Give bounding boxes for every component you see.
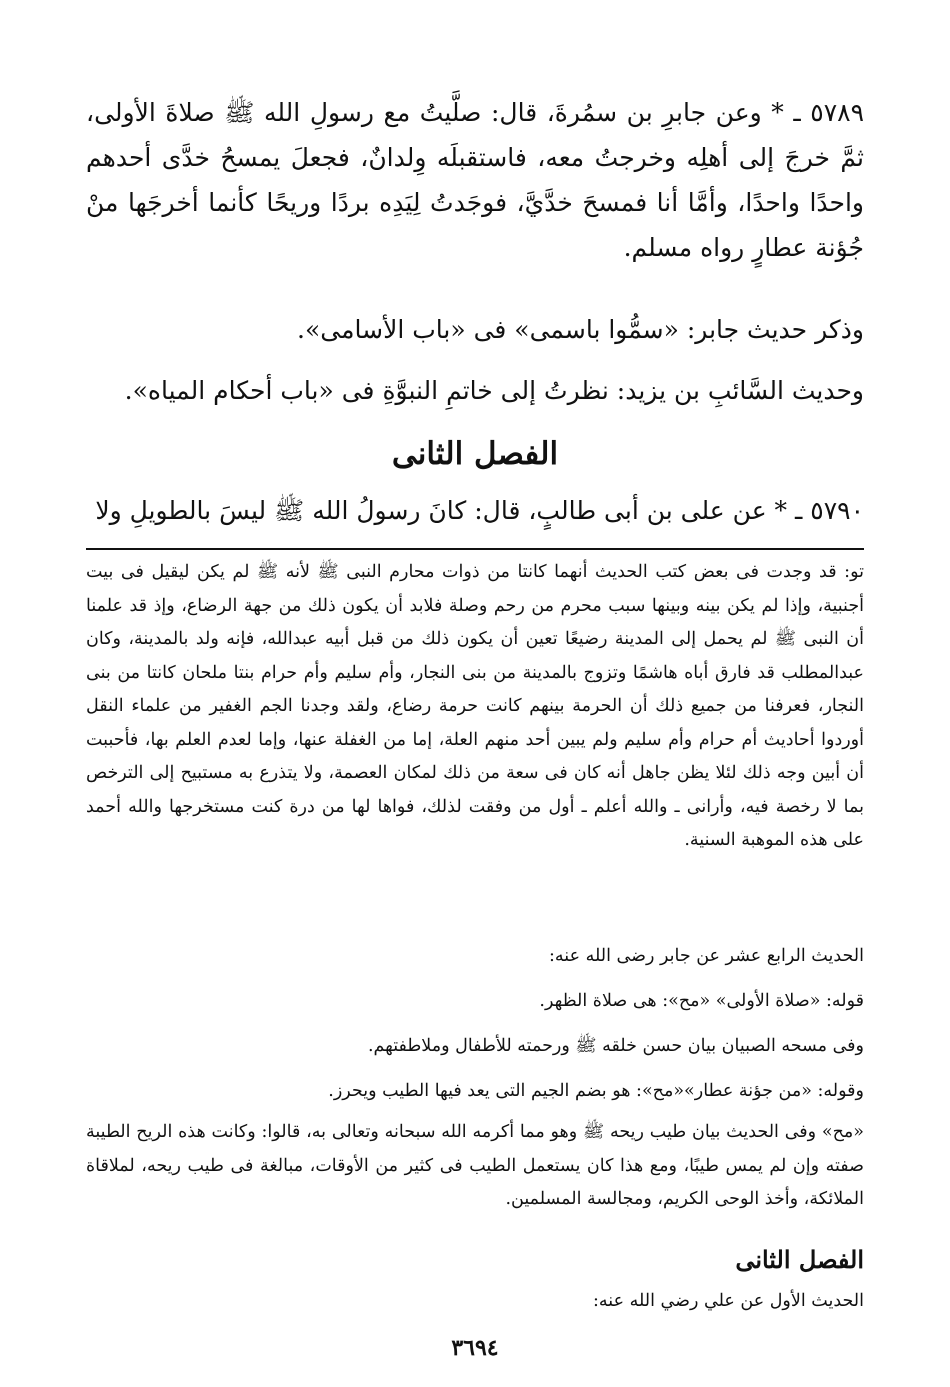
hadith-5790: ٥٧٩٠ ـ * عن على بن أبى طالبٍ، قال: كانَ رسولُ الله ﷺ ليسَ بالطويلِ ولا [95,496,864,525]
footnote-children: وفى مسحه الصبيان بيان حسن خلقه ﷺ ورحمته للأطفال وملاطفتهم. [367,1036,864,1056]
footnote-section-heading: الفصل الثانى [735,1245,864,1274]
footnote-salat-ula: قوله: «صلاة الأولى» «مح»: هى صلاة الظهر. [539,991,864,1011]
mention-jabir-hadith: وذكر حديث جابر: «سمُّوا باسمى» فى «باب الأسامى». [297,315,864,344]
mention-saib-hadith: وحديث السَّائبِ بن يزيد: نظرتُ إلى خاتمِ النبوَّةِ فى «باب أحكام المياه». [124,376,864,405]
footnote-commentary: تو: قد وجدت فى بعض كتب الحديث أنهما كانتا من ذوات محارم النبى ﷺ لأنه ﷺ لم يكن ليقيل فى بيت أجنبية، وإذا لم يكن بينه وبينها سبب محرم من رحم وصلة فلابد أن يكون ذلك من جهة الرضاع، وإذ قد علمنا أن النبى ﷺ لم يحمل إلى المدينة رضيعًا تعين أن يكون ذلك من قبل أبيه عبدالله، فإنه ولد بالمدينة، وكان عبدالمطلب قد فارق أباه هاشمًا وتزوج بالمدينة من بنى النجار، وأم سليم وأم حرام بنتا ملحان كانتا من بنى النجار، فعرفنا من جميع ذلك أن الحرمة بينهم كانت حرمة رضاع، ولقد وجدنا الجم الغفير من علماء النقل أوردوا أحاديث أم حرام وأم سليم ولم يبين أحد منهم العلة، إما من الغفلة عنها، وإما لعدم العلم بها، فأحببت أن أبين وجه ذلك لئلا يظن جاهل أنه كان فى سعة من ذلك لمكان العصمة، ولا يتذرع به مستبيح إلى الترخص بما لا رخصة فيه، وأرانى ـ والله أعلم ـ أول من وفقت لذلك، فواها لها من درة كنت مستخرجها والله أحمد على هذه الموهبة السنية. [86,562,864,850]
footnote-first-hadith-title: الحديث الأول عن علي رضي الله عنه: [593,1291,864,1311]
footnote-divider [86,548,864,550]
footnote-juna: وقوله: «من جؤنة عطار»«مح»: هو بضم الجيم التى يعد فيها الطيب ويحرز. [328,1081,864,1101]
document-page [86,0,864,1387]
footnote-fragrance: «مح» وفى الحديث بيان طيب ريحه ﷺ وهو مما أكرمه الله سبحانه وتعالى به، قالوا: وكانت هذه الريح الطيبة صفته وإن لم يمس طيبًا، ومع هذا كان يستعمل الطيب فى كثير من الأوقات، مبالغة فى طيب ريحه، لملاقاة الملائكة، وأخذ الوحى الكريم، ومجالسة المسلمين. [86,1122,864,1209]
page-number: ٣٦٩٤ [451,1335,499,1361]
hadith-5789: ٥٧٨٩ ـ * وعن جابرِ بن سمُرةَ، قال: صلَّيتُ مع رسولِ الله ﷺ صلاةَ الأولى، ثمَّ خرجَ إلى أهلِه وخرجتُ معه، فاستقبلَه وِلدانٌ، فجعلَ يمسحُ خدَّى أحدهم واحدًا واحدًا، وأمَّا أنا فمسحَ خدَّيَّ، فوجَدتُ لِيَدِه بردًا وريحًا كأنما أخرجَها منْ جُؤنة عطارٍ رواه مسلم. [86,98,865,262]
section-heading: الفصل الثانى [391,436,559,472]
footnote-hadith-14-title: الحديث الرابع عشر عن جابر رضى الله عنه: [549,946,864,966]
